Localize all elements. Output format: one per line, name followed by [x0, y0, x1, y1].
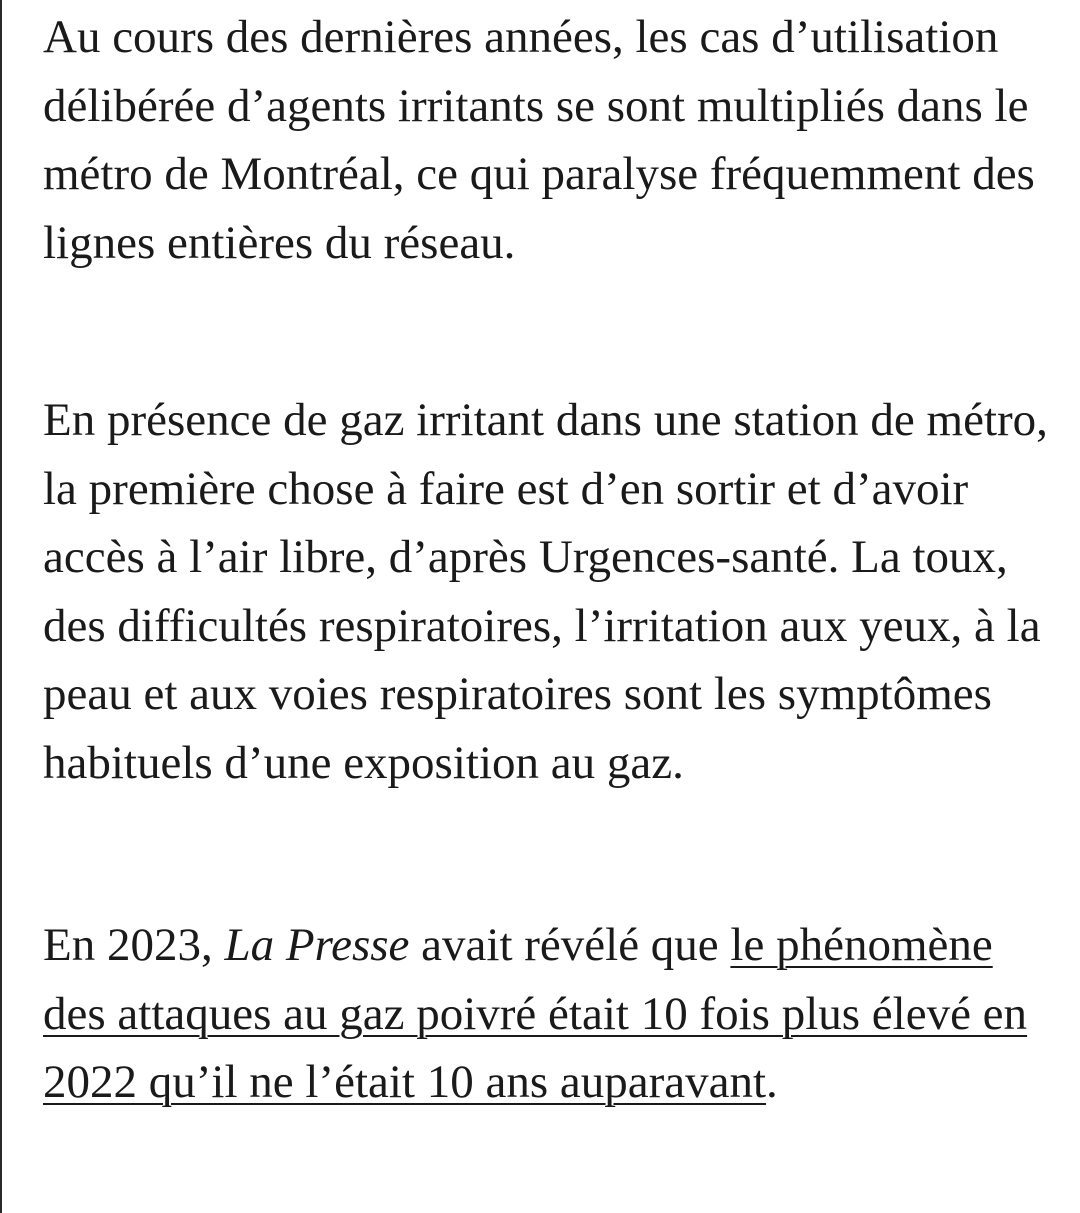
left-border: [0, 0, 2, 1213]
paragraph-3-prefix: En 2023,: [43, 919, 225, 971]
article-paragraph-3: [43, 911, 1048, 1117]
paragraph-3-suffix: .: [766, 1056, 778, 1108]
article-paragraph-2: En présence de gaz irritant dans une station de métro, la première chose à faire est d’en sortir et d’avoir accès à l’air libre, d’après Urgences-santé. La toux, des difficultés respiratoires, l’irritation aux yeux, à la peau et aux voies respiratoires sont les symptômes habituels d’une exposition au gaz.: [43, 394, 1048, 789]
article-paragraph-1: Au cours des dernières années, les cas d’utilisation délibérée d’agents irritants se sont multipliés dans le métro de Montréal, ce qui paralyse fréquemment des lignes entières du réseau.: [43, 11, 1035, 269]
paragraph-3-middle: avait révélé que: [409, 919, 731, 971]
article-link[interactable]: le phénomène des attaques au gaz poivré était 10 fois plus élevé en 2022 qu’il ne l’était 10 ans auparavant: [43, 919, 1028, 1108]
publication-name: La Presse: [224, 919, 410, 971]
